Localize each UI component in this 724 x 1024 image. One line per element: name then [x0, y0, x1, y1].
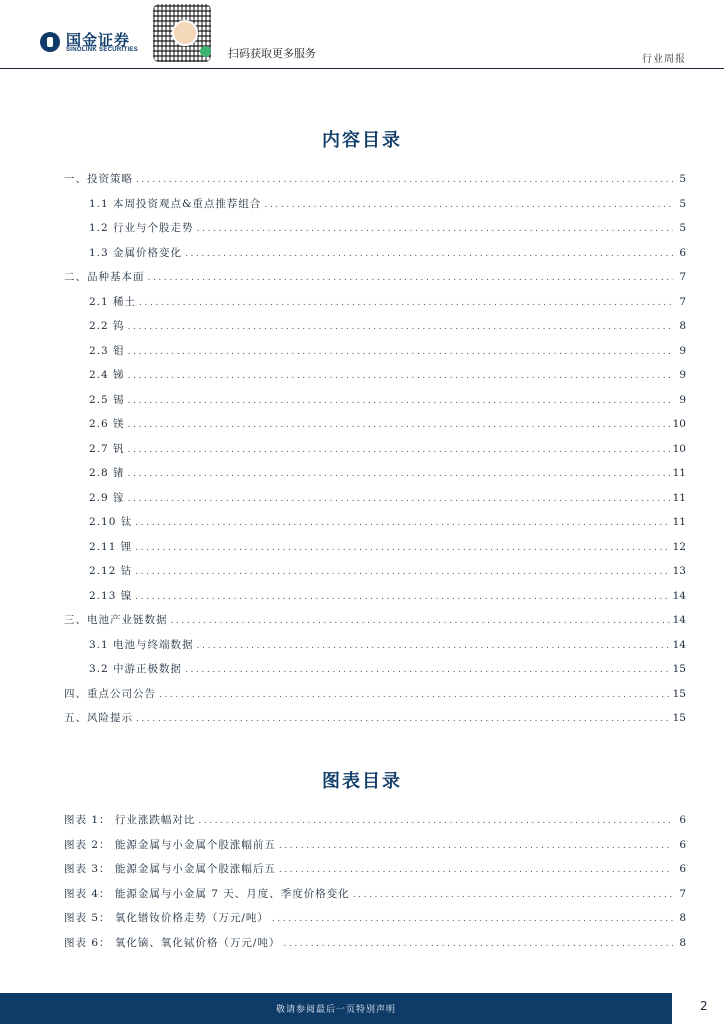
- toc-entry[interactable]: [89, 662, 686, 677]
- toc-entry[interactable]: [89, 417, 686, 432]
- toc-page: 12: [672, 540, 686, 553]
- figure-entry[interactable]: [64, 838, 686, 853]
- toc-label: 2.11 锂: [89, 540, 133, 553]
- page-number: 2: [700, 999, 708, 1013]
- dot-leader: [128, 418, 670, 432]
- toc-page: 15: [672, 663, 686, 675]
- toc-label: 1.1 本周投资观点&重点推荐组合: [89, 197, 262, 210]
- toc-page: 14: [672, 638, 686, 651]
- toc-label: 1.2 行业与个股走势: [89, 222, 194, 234]
- toc-label: 二、品种基本面: [64, 271, 145, 283]
- figure-entry[interactable]: [64, 936, 686, 951]
- toc-entry[interactable]: [89, 515, 686, 530]
- toc-entry[interactable]: [89, 197, 686, 212]
- toc-page: 15: [672, 687, 686, 700]
- figure-page: 8: [679, 912, 686, 924]
- toc-label: 2.13 镍: [89, 589, 133, 602]
- dot-leader: [139, 296, 673, 310]
- toc-entry[interactable]: [89, 344, 686, 359]
- toc-label: 五、风险提示: [64, 712, 133, 724]
- dot-leader: [128, 467, 670, 481]
- toc-page: 14: [672, 614, 686, 626]
- toc-entry[interactable]: [64, 711, 686, 726]
- dot-leader: [197, 639, 670, 653]
- toc-page: 11: [672, 467, 686, 479]
- page-footer: [0, 993, 724, 1024]
- figure-label: 图表 1： 行业涨跌幅对比: [64, 814, 196, 826]
- qr-caption: 扫码获取更多服务: [228, 47, 316, 60]
- dot-leader: [264, 198, 673, 212]
- qr-center-logo-icon: [172, 20, 198, 46]
- toc-label: 2.5 锡: [89, 393, 125, 406]
- toc-page: 9: [679, 344, 686, 357]
- toc-page: 5: [679, 197, 686, 210]
- toc-label: 2.2 钨: [89, 320, 125, 332]
- toc-page: 9: [679, 393, 686, 406]
- dot-leader: [272, 912, 673, 926]
- toc-page: 10: [672, 442, 686, 455]
- report-type: 行业周报: [642, 54, 686, 65]
- toc-label: 2.1 稀土: [89, 295, 137, 308]
- toc-label: 2.7 钒: [89, 442, 125, 455]
- toc-label: 2.3 钼: [89, 344, 125, 357]
- figure-page: 6: [679, 863, 686, 875]
- toc-entry[interactable]: [89, 221, 686, 236]
- toc-entry[interactable]: [64, 270, 686, 285]
- toc-label: 2.9 镓: [89, 491, 125, 504]
- toc-label: 1.3 金属价格变化: [89, 246, 183, 259]
- toc-entry[interactable]: [89, 466, 686, 481]
- toc-page: 11: [672, 516, 686, 528]
- figure-label: 图表 4： 能源金属与小金属 7 天、月度、季度价格变化: [64, 887, 350, 900]
- dot-leader: [128, 345, 673, 359]
- dot-leader: [197, 222, 673, 236]
- toc-page: 5: [679, 222, 686, 234]
- header-divider: [0, 68, 724, 69]
- dot-leader: [185, 247, 673, 261]
- figure-page: 7: [679, 887, 686, 900]
- toc-entry[interactable]: [64, 613, 686, 628]
- toc-entry[interactable]: [89, 589, 686, 604]
- dot-leader: [136, 712, 670, 726]
- figures-title: 图表目录: [322, 771, 402, 792]
- dot-leader: [128, 443, 670, 457]
- toc-entry[interactable]: [64, 172, 686, 187]
- dot-leader: [135, 565, 669, 579]
- figure-label: 图表 5： 氧化镨钕价格走势（万元/吨）: [64, 912, 269, 924]
- dot-leader: [283, 937, 673, 951]
- toc-title: 内容目录: [322, 130, 402, 151]
- dot-leader: [136, 173, 673, 187]
- figure-page: 6: [679, 814, 686, 826]
- brand-name-cn: 国金证券: [66, 31, 131, 49]
- toc-entry[interactable]: [89, 491, 686, 506]
- brand-name-en: SINOLINK SECURITIES: [66, 47, 139, 53]
- toc-label: 2.12 钴: [89, 565, 133, 577]
- sinolink-logo-icon: [40, 32, 60, 52]
- toc-label: 2.4 锑: [89, 369, 125, 381]
- toc-entry[interactable]: [89, 295, 686, 310]
- toc-entry[interactable]: [89, 393, 686, 408]
- toc-label: 2.8 锗: [89, 467, 125, 479]
- toc-entry[interactable]: [89, 319, 686, 334]
- toc-entry[interactable]: [89, 442, 686, 457]
- dot-leader: [185, 663, 670, 677]
- toc-entry[interactable]: [64, 687, 686, 702]
- dot-leader: [135, 541, 669, 555]
- toc-label: 3.2 中游正极数据: [89, 663, 183, 675]
- dot-leader: [198, 814, 673, 828]
- dot-leader: [128, 369, 673, 383]
- toc-page: 8: [679, 320, 686, 332]
- dot-leader: [279, 863, 673, 877]
- figure-entry[interactable]: [64, 911, 686, 926]
- dot-leader: [159, 688, 670, 702]
- dot-leader: [128, 320, 673, 334]
- dot-leader: [135, 516, 669, 530]
- figure-label: 图表 2： 能源金属与小金属个股涨幅前五: [64, 838, 276, 851]
- wechat-badge-icon: [200, 46, 211, 57]
- dot-leader: [353, 888, 673, 902]
- page-header: [0, 0, 724, 68]
- dot-leader: [128, 492, 670, 506]
- toc-label: 3.1 电池与终端数据: [89, 638, 194, 651]
- disclaimer-notice: 敬请参阅最后一页特别声明: [275, 1005, 396, 1015]
- toc-entry[interactable]: [89, 540, 686, 555]
- figure-page: 8: [679, 936, 686, 949]
- dot-leader: [128, 394, 673, 408]
- toc-page: 5: [679, 173, 686, 185]
- toc-page: 7: [679, 295, 686, 308]
- toc-label: 四、重点公司公告: [64, 687, 156, 700]
- dot-leader: [279, 839, 673, 853]
- toc-page: 14: [672, 589, 686, 602]
- figure-entry[interactable]: [64, 887, 686, 902]
- toc-page: 15: [672, 712, 686, 724]
- toc-label: 2.10 钛: [89, 516, 133, 528]
- figure-label: 图表 3： 能源金属与小金属个股涨幅后五: [64, 863, 276, 875]
- toc-label: 三、电池产业链数据: [64, 614, 168, 626]
- toc-page: 7: [679, 271, 686, 283]
- toc-page: 11: [672, 491, 686, 504]
- figure-entry[interactable]: [64, 862, 686, 877]
- dot-leader: [135, 590, 669, 604]
- toc-entry[interactable]: [89, 368, 686, 383]
- toc-page: 13: [672, 565, 686, 577]
- toc-entry[interactable]: [89, 564, 686, 579]
- dot-leader: [171, 614, 670, 628]
- figure-page: 6: [679, 838, 686, 851]
- figure-entry[interactable]: [64, 813, 686, 828]
- figure-label: 图表 6： 氧化镝、氧化铽价格（万元/吨）: [64, 936, 281, 949]
- toc-label: 2.6 镁: [89, 418, 125, 430]
- toc-label: 一、投资策略: [64, 173, 133, 185]
- toc-entry[interactable]: [89, 246, 686, 261]
- toc-page: 9: [679, 369, 686, 381]
- toc-entry[interactable]: [89, 638, 686, 653]
- dot-leader: [148, 271, 674, 285]
- toc-page: 10: [672, 418, 686, 430]
- toc-page: 6: [679, 246, 686, 259]
